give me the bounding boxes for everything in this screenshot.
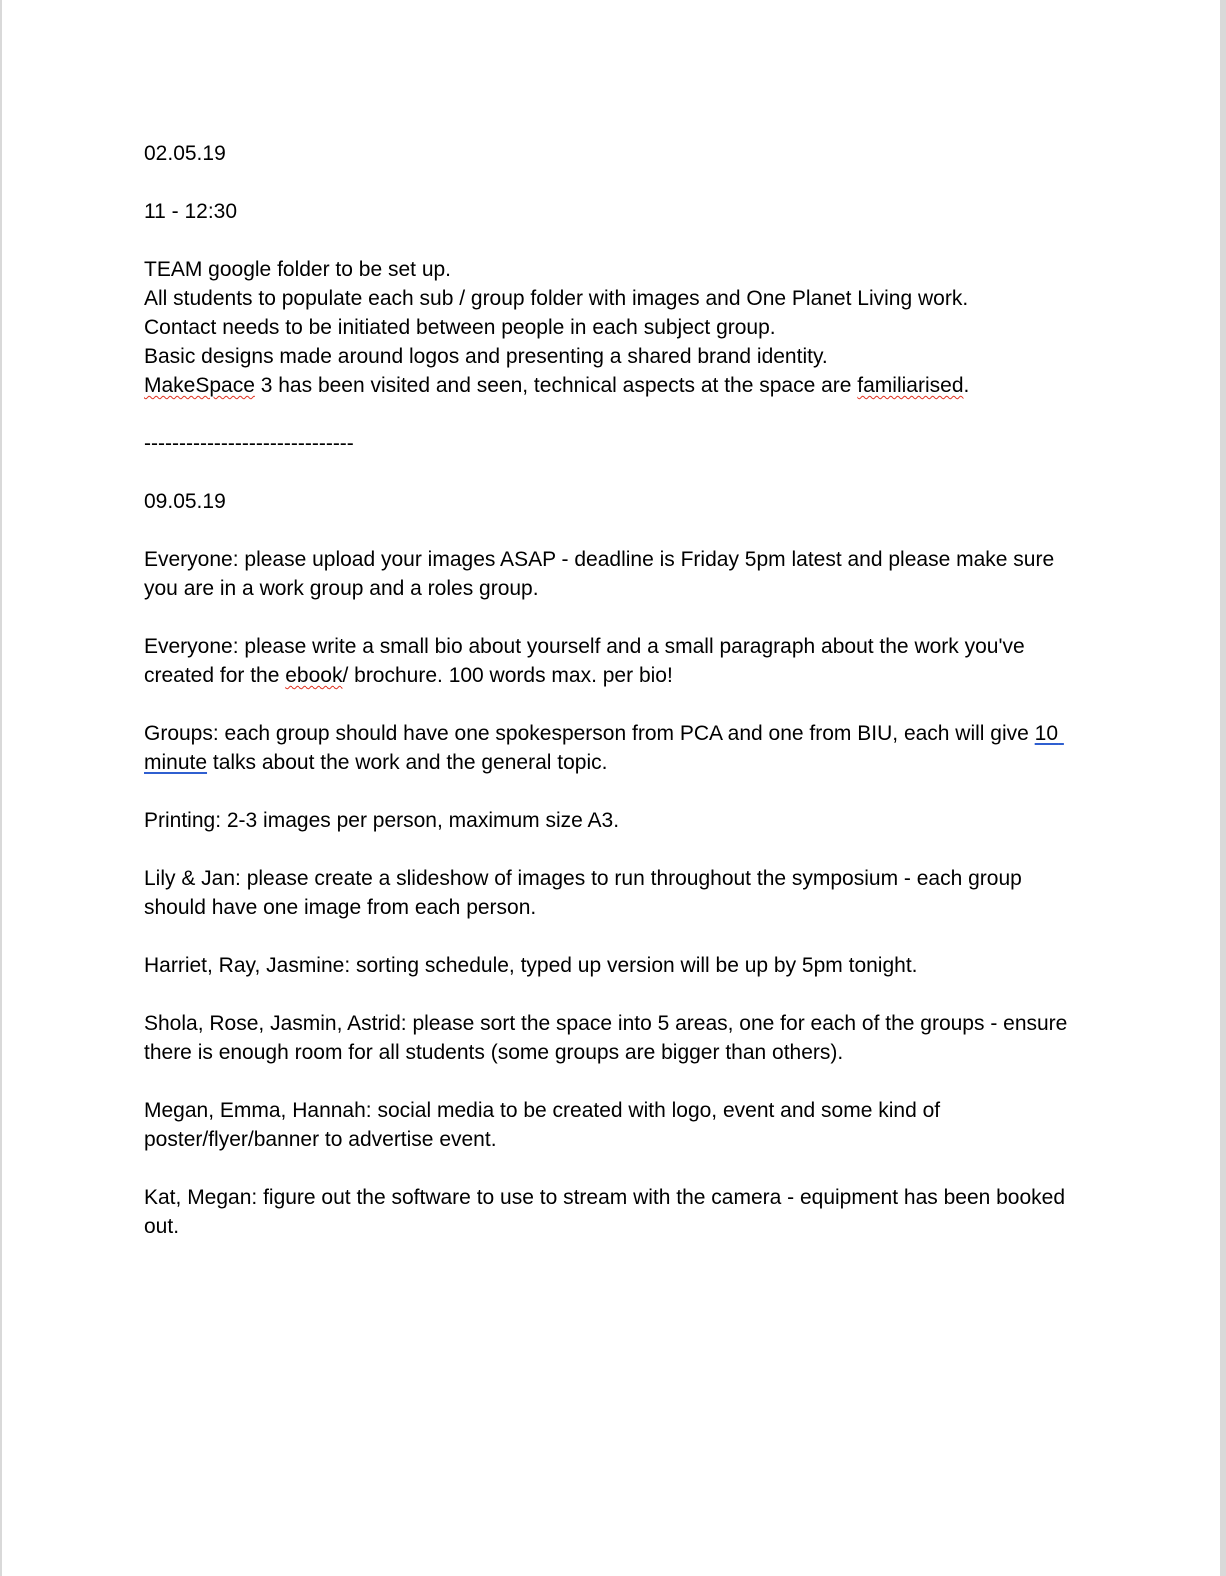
session1-line-3: Contact needs to be initiated between people in each subject group. [144, 316, 776, 339]
session1-line-4: Basic designs made around logos and presenting a shared brand identity. [144, 345, 828, 368]
spelling-flag-makespace[interactable]: MakeSpace [144, 374, 255, 397]
page-right-edge [1220, 0, 1226, 1576]
paragraph-schedule: Harriet, Ray, Jasmine: sorting schedule, typed up version will be up by 5pm tonight. [144, 954, 918, 977]
session1-line-2: All students to populate each sub / group folder with images and One Planet Living work. [144, 287, 969, 310]
session2-date: 09.05.19 [144, 490, 226, 513]
paragraph-groups: Groups: each group should have one spokesperson from PCA and one from BIU, each will give 10 minute talks about the work and the general topic. [144, 722, 1064, 774]
session1-date: 02.05.19 [144, 142, 226, 165]
session1-time: 11 - 12:30 [144, 200, 238, 223]
paragraph-slideshow: Lily & Jan: please create a slideshow of images to run throughout the symposium - each group should have one image from each person. [144, 867, 1028, 919]
session1-line-5: MakeSpace 3 has been visited and seen, technical aspects at the space are familiarised. [144, 374, 970, 397]
paragraph-streaming: Kat, Megan: figure out the software to use to stream with the camera - equipment has been booked out. [144, 1186, 1071, 1238]
paragraph-bio: Everyone: please write a small bio about yourself and a small paragraph about the work you've created for the ebook/ brochure. 100 words max. per bio! [144, 635, 1031, 687]
paragraph-upload-images: Everyone: please upload your images ASAP - deadline is Friday 5pm latest and please make sure you are in a work group and a roles group. [144, 548, 1060, 600]
document-body[interactable] [144, 139, 1084, 1241]
page-left-edge [0, 0, 2, 1576]
section-divider: ------------------------------ [144, 432, 354, 455]
grammar-flag-10-minute[interactable]: 10 minute [144, 722, 1064, 774]
spelling-flag-familiarised[interactable]: familiarised [857, 374, 964, 397]
paragraph-social-media: Megan, Emma, Hannah: social media to be created with logo, event and some kind of poster/flyer/banner to advertise event. [144, 1099, 946, 1151]
spelling-flag-ebook[interactable]: ebook [285, 664, 343, 687]
paragraph-space: Shola, Rose, Jasmin, Astrid: please sort the space into 5 areas, one for each of the groups - ensure there is enough room for all students (some groups are bigger than others). [144, 1012, 1074, 1064]
paragraph-printing: Printing: 2-3 images per person, maximum size A3. [144, 809, 620, 832]
session1-line-1: TEAM google folder to be set up. [144, 258, 452, 281]
